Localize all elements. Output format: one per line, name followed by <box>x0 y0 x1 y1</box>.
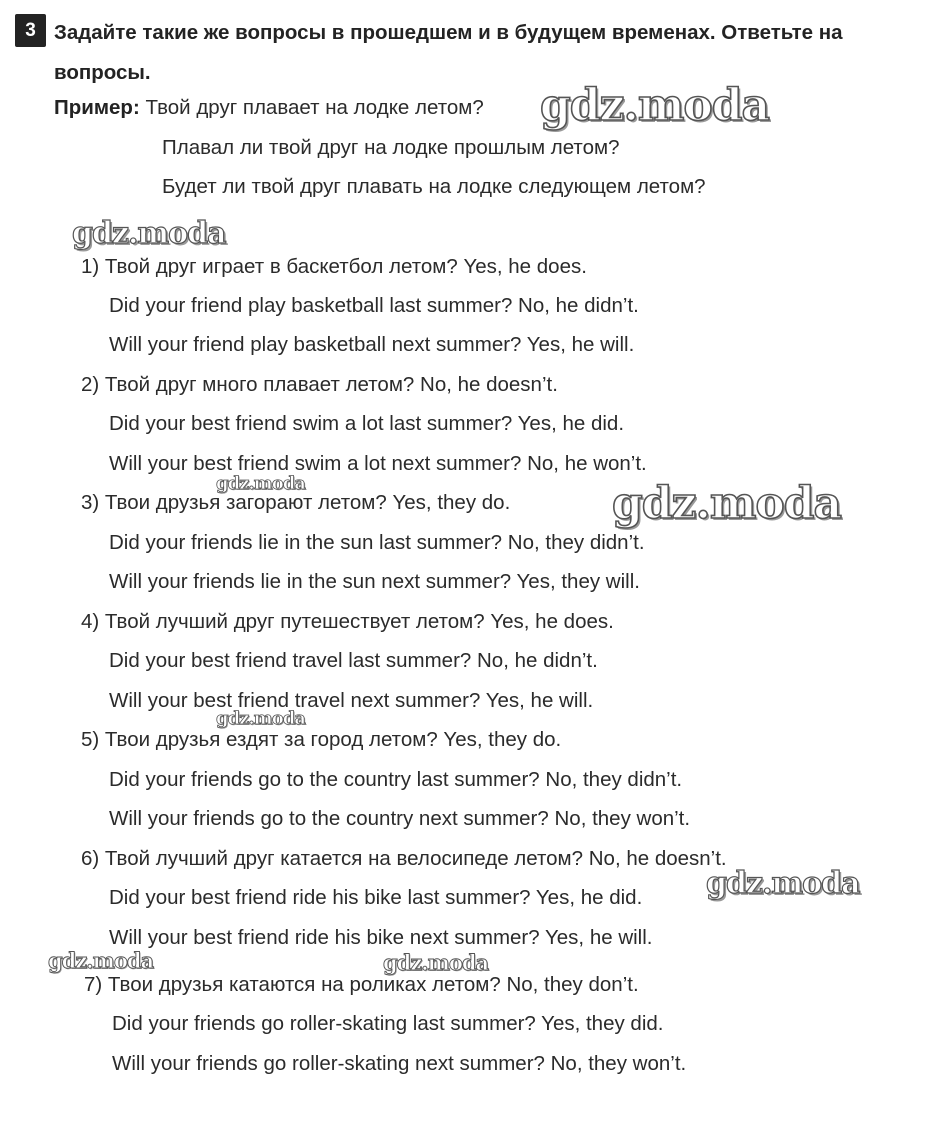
item-3-future: Will your friends lie in the sun next summer? Yes, they will. <box>109 570 640 593</box>
watermark-logo: gdz.moda <box>706 866 860 901</box>
example-label: Пример: <box>54 96 140 119</box>
item-3-present: 3) Твои друзья загорают летом? Yes, they do. <box>81 491 511 514</box>
item-1-present: 1) Твой друг играет в баскетбол летом? Yes, he does. <box>81 255 587 278</box>
item-7-past: Did your friends go roller-skating last summer? Yes, they did. <box>112 1012 664 1035</box>
item-1-future: Will your friend play basketball next summer? Yes, he will. <box>109 333 635 356</box>
task-number-badge: 3 <box>15 14 46 47</box>
watermark-logo: gdz.moda <box>383 950 489 975</box>
watermark-logo: gdz.moda <box>216 473 305 494</box>
item-7-future: Will your friends go roller-skating next summer? No, they won’t. <box>112 1052 687 1075</box>
item-5-future: Will your friends go to the country next summer? No, they won’t. <box>109 807 691 830</box>
item-7-present: 7) Твои друзья катаются на роликах летом? No, they don’t. <box>84 973 639 996</box>
example-present-line <box>54 96 484 120</box>
watermark-logo: gdz.moda <box>48 948 154 973</box>
task-instruction: Задайте такие же вопросы в прошедшем и в будущем временах. Ответьте на вопросы. <box>54 21 843 84</box>
item-4-past: Did your best friend travel last summer? No, he didn’t. <box>109 649 598 672</box>
item-5-past: Did your friends go to the country last summer? No, they didn’t. <box>109 768 683 791</box>
watermark-logo: gdz.moda <box>72 216 226 251</box>
item-6-past: Did your best friend ride his bike last summer? Yes, he did. <box>109 886 643 909</box>
example-future: Будет ли твой друг плавать на лодке следующем летом? <box>162 175 706 198</box>
watermark-logo: gdz.moda <box>540 80 770 131</box>
item-2-future: Will your best friend swim a lot next summer? No, he won’t. <box>109 452 647 475</box>
item-4-future: Will your best friend travel next summer? Yes, he will. <box>109 689 594 712</box>
item-6-future: Will your best friend ride his bike next summer? Yes, he will. <box>109 926 653 949</box>
example-present: Твой друг плавает на лодке летом? <box>145 96 484 119</box>
watermark-logo: gdz.moda <box>612 478 842 529</box>
item-2-present: 2) Твой друг много плавает летом? No, he doesn’t. <box>81 373 558 396</box>
item-5-present: 5) Твои друзья ездят за город летом? Yes, they do. <box>81 728 562 751</box>
item-1-past: Did your friend play basketball last summer? No, he didn’t. <box>109 294 639 317</box>
item-4-present: 4) Твой лучший друг путешествует летом? Yes, he does. <box>81 610 614 633</box>
watermark-logo: gdz.moda <box>216 708 305 729</box>
item-6-present: 6) Твой лучший друг катается на велосипеде летом? No, he doesn’t. <box>81 847 727 870</box>
example-past: Плавал ли твой друг на лодке прошлым летом? <box>162 136 620 159</box>
item-3-past: Did your friends lie in the sun last summer? No, they didn’t. <box>109 531 645 554</box>
item-2-past: Did your best friend swim a lot last summer? Yes, he did. <box>109 412 625 435</box>
